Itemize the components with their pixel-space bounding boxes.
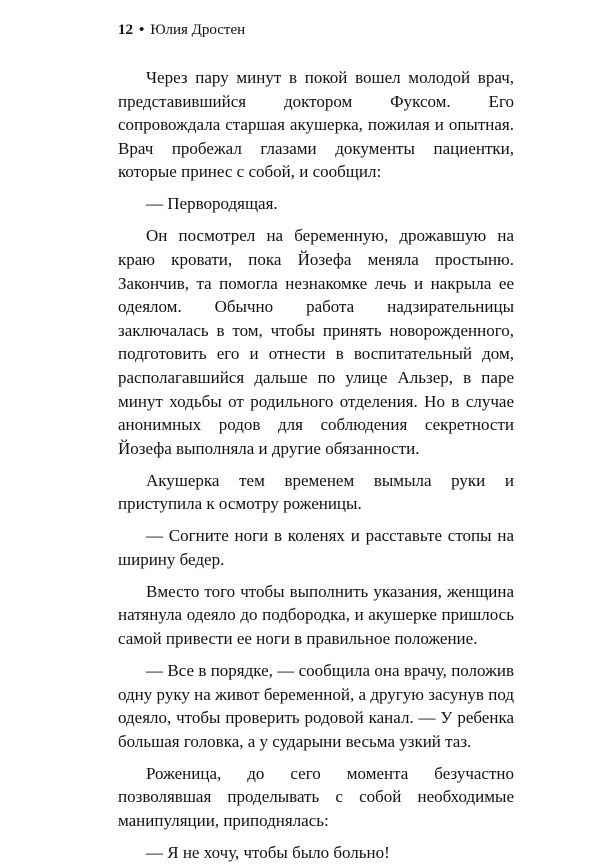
author-name: Юлия Дростен (150, 22, 246, 38)
paragraph: Он посмотрел на беременную, дрожавшую на краю кровати, пока Йозефа меняла простыню. Закончив, та помогла незнакомке лечь и накрыла ее одеялом. Обычно работа надзирательницы заключалась в том, чтобы принять новорожденного, подготовить его и отнести в воспитательный дом, располагавшийся дальше по улице Альзер, в паре минут ходьбы от родильного отделения. Но в случае анонимных родов для соблюдения секретности Йозефа выполняла и другие обязанности. (118, 226, 514, 458)
paragraph: Вместо того чтобы выполнить указания, женщина натянула одеяло до подбородка, и акушерке пришлось самой привести ее ноги в правильное положение. (118, 581, 514, 649)
header-separator: • (139, 22, 145, 38)
paragraph: — Все в порядке, — сообщила она врачу, положив одну руку на живот беременной, а другую засунув под одеяло, чтобы проверить родовой канал. — У ребенка большая головка, а у сударыни весьма узкий таз. (118, 661, 514, 751)
paragraph: Акушерка тем временем вымыла руки и приступила к осмотру роженицы. (118, 470, 514, 514)
body-text (118, 66, 514, 865)
paragraph: Через пару минут в покой вошел молодой врач, представившийся доктором Фуксом. Его сопровождала старшая акушерка, пожилая и опытная. Врач пробежал глазами документы пациентки, которые принес с собой, и сообщил: (118, 68, 514, 182)
paragraph: — Я не хочу, чтобы было больно! (146, 842, 390, 862)
page-number: 12 (118, 22, 133, 38)
paragraph: Роженица, до сего момента безучастно позволявшая проделывать с собой необходимые манипуляции, приподнялась: (118, 763, 514, 830)
paragraph: — Согните ноги в коленях и расставьте стопы на ширину бедер. (118, 526, 514, 569)
running-header (118, 22, 245, 39)
paragraph: — Первородящая. (146, 194, 278, 214)
